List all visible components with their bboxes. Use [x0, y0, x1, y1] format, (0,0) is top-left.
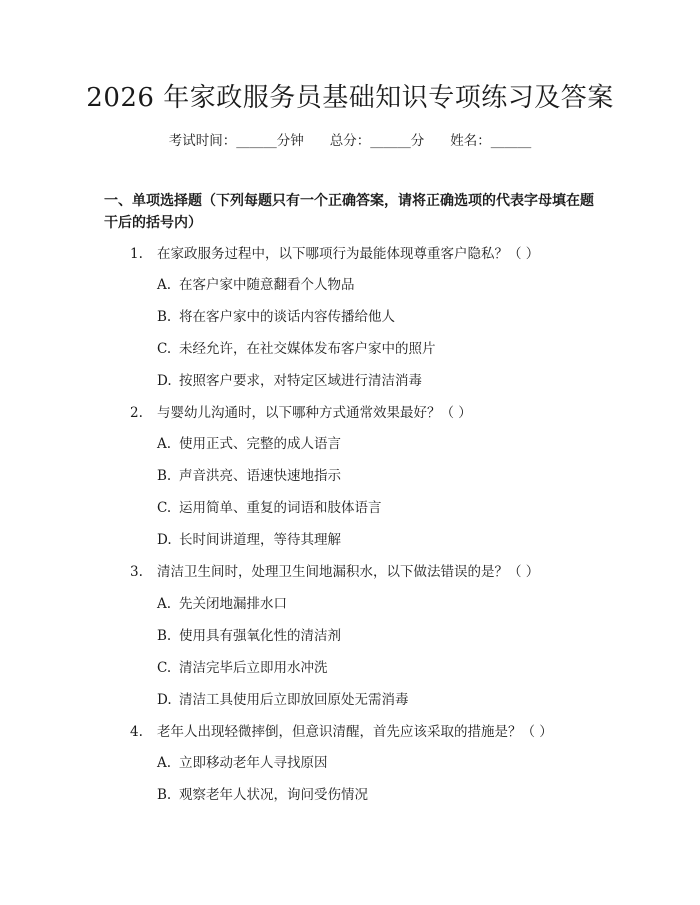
option-1c: [157, 339, 436, 359]
question-text: 清洁卫生间时，处理卫生间地漏积水，以下做法错误的是？（ ）: [157, 564, 540, 580]
option-letter: C.: [157, 500, 172, 516]
question-number: 2.: [130, 405, 143, 421]
option-text: 按照客户要求，对特定区域进行清洁消毒: [179, 373, 422, 389]
option-text: 将在客户家中的谈话内容传播给他人: [179, 309, 395, 325]
question-text: 在家政服务过程中，以下哪项行为最能体现尊重客户隐私？（ ）: [157, 246, 540, 262]
option-3b: [157, 626, 341, 646]
option-text: 立即移动老年人寻找原因: [179, 755, 328, 771]
option-text: 在客户家中随意翻看个人物品: [179, 277, 355, 293]
option-letter: B.: [157, 787, 172, 803]
option-text: 清洁工具使用后立即放回原处无需消毒: [179, 692, 409, 708]
option-text: 使用具有强氧化性的清洁剂: [179, 628, 341, 644]
question-number: 1.: [130, 246, 143, 262]
option-letter: D.: [157, 373, 172, 389]
section-heading: 一、单项选择题（下列每题只有一个正确答案，请将正确选项的代表字母填在题干后的括号内）: [104, 193, 594, 231]
exam-time-field: 考试时间：______分钟: [168, 133, 304, 149]
option-2b: [157, 466, 341, 486]
question-text: 老年人出现轻微摔倒，但意识清醒，首先应该采取的措施是？（ ）: [157, 724, 553, 740]
option-letter: A.: [157, 436, 172, 452]
exam-meta: [0, 131, 700, 151]
question-number: 3.: [130, 564, 143, 580]
option-letter: B.: [157, 309, 172, 325]
option-text: 未经允许，在社交媒体发布客户家中的照片: [179, 341, 436, 357]
option-letter: B.: [157, 468, 172, 484]
option-1a: [157, 275, 355, 295]
option-4a: [157, 753, 328, 773]
total-score-field: 总分：______分: [329, 133, 425, 149]
option-3d: [157, 690, 409, 710]
option-letter: D.: [157, 692, 172, 708]
option-1d: [157, 371, 422, 391]
option-3a: [157, 594, 287, 614]
option-letter: C.: [157, 660, 172, 676]
option-text: 长时间讲道理，等待其理解: [179, 532, 341, 548]
option-4b: [157, 785, 368, 805]
option-2a: [157, 434, 341, 454]
option-text: 清洁完毕后立即用水冲洗: [179, 660, 328, 676]
question-number: 4.: [130, 724, 143, 740]
option-text: 观察老年人状况，询问受伤情况: [179, 787, 368, 803]
option-letter: A.: [157, 596, 172, 612]
document-title: 2026 年家政服务员基础知识专项练习及答案: [86, 83, 614, 113]
option-letter: B.: [157, 628, 172, 644]
option-letter: D.: [157, 532, 172, 548]
student-name-field: 姓名：______: [450, 133, 532, 149]
option-text: 运用简单、重复的词语和肢体语言: [179, 500, 382, 516]
option-text: 声音洪亮、语速快速地指示: [179, 468, 341, 484]
option-letter: C.: [157, 341, 172, 357]
option-2c: [157, 498, 382, 518]
option-1b: [157, 307, 395, 327]
option-text: 使用正式、完整的成人语言: [179, 436, 341, 452]
option-letter: A.: [157, 277, 172, 293]
option-3c: [157, 658, 328, 678]
question-text: 与婴幼儿沟通时，以下哪种方式通常效果最好？（ ）: [157, 405, 472, 421]
option-2d: [157, 530, 341, 550]
option-text: 先关闭地漏排水口: [179, 596, 287, 612]
option-letter: A.: [157, 755, 172, 771]
